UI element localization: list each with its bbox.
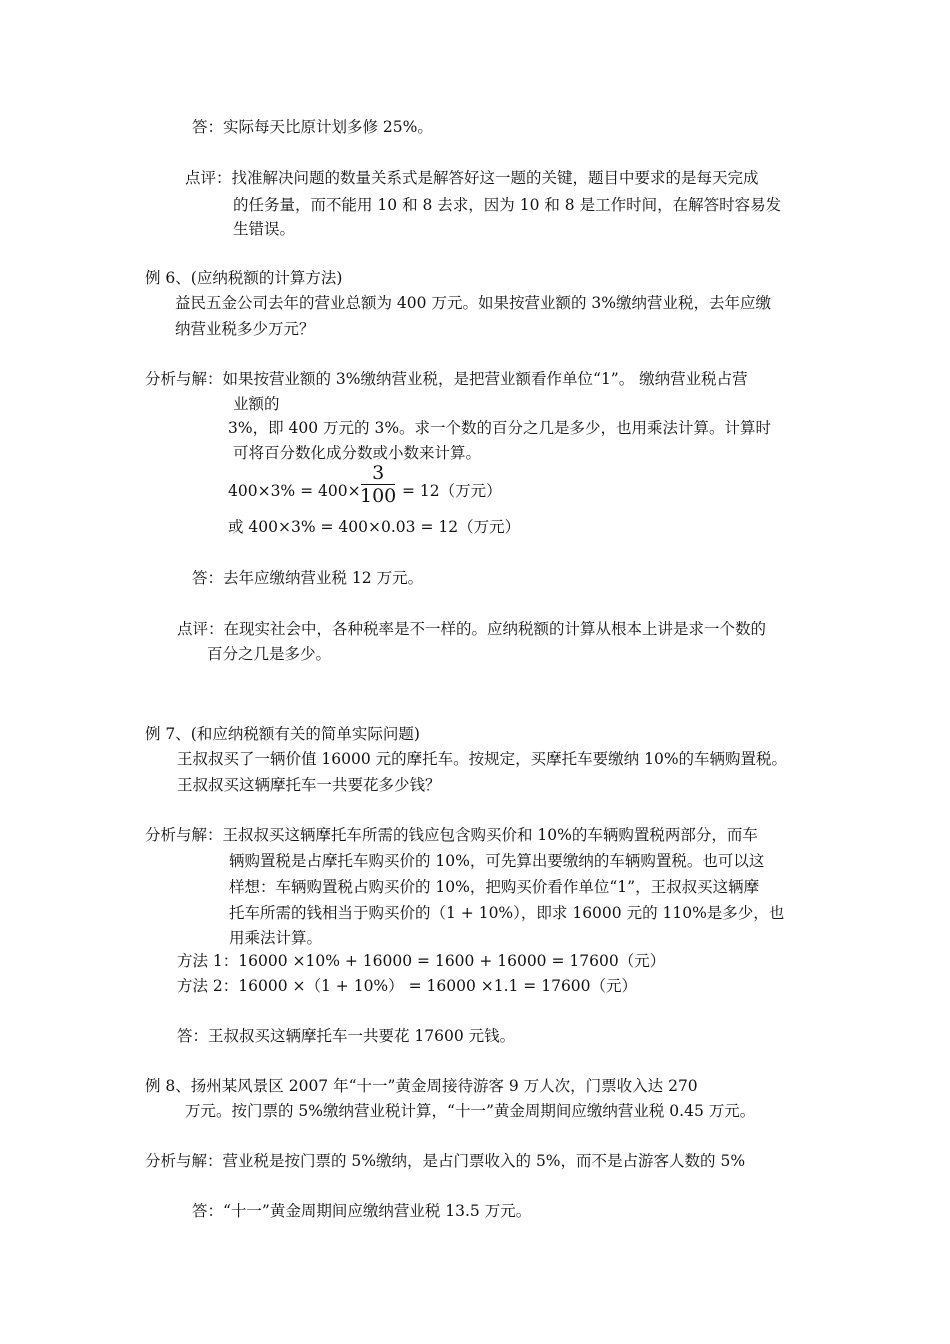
ex7-question-line-2: 王叔叔买这辆摩托车一共要花多少钱？ (177, 776, 441, 794)
ex8-title-line-1: 例 8、扬州某风景区 2007 年“十一”黄金周接待游客 9 万人次，门票收入达 270 (145, 1077, 698, 1095)
ex6-fraction-denominator: 100 (360, 485, 397, 507)
ex5-review-line-3: 生错误。 (233, 220, 296, 238)
ex7-analysis-line-1: 分析与解：王叔叔买这辆摩托车所需的钱应包含购买价和 10%的车辆购置税两部分，而车 (145, 826, 758, 844)
ex8-answer: 答：“十一”黄金周期间应缴纳营业税 13.5 万元。 (192, 1202, 532, 1220)
ex6-analysis-line-1: 分析与解：如果按营业额的 3%缴纳营业税，是把营业额看作单位“1”。 缴纳营业税占营 (145, 370, 748, 388)
ex6-analysis-line-4: 可将百分数化成分数或小数来计算。 (233, 444, 482, 462)
ex7-analysis-line-5: 用乘法计算。 (229, 929, 323, 947)
ex7-analysis-line-2: 辆购置税是占摩托车购买价的 10%，可先算出要缴纳的车辆购置税。也可以这 (229, 852, 765, 870)
ex5-review-line-1: 点评：找准解决问题的数量关系式是解答好这一题的关键，题目中要求的是每天完成 (185, 169, 759, 187)
ex6-analysis-line-2: 业额的 (233, 395, 280, 413)
ex7-method-1: 方法 1：16000 ×10% + 16000 = 1600 + 16000 = 17600（元） (177, 952, 666, 970)
ex6-analysis-line-3: 3%，即 400 万元的 3%。求一个数的百分之几是多少，也用乘法计算。计算时 (228, 419, 772, 437)
ex5-review-line-2: 的任务量，而不能用 10 和 8 去求，因为 10 和 8 是工作时间，在解答时容易发 (233, 196, 782, 214)
ex6-review-line-1: 点评：在现实社会中，各种税率是不一样的。应纳税额的计算从根本上讲是求一个数的 (177, 620, 767, 638)
ex5-answer: 答：实际每天比原计划多修 25%。 (192, 118, 433, 136)
ex6-fraction-numerator: 3 (372, 462, 385, 484)
ex7-title: 例 7、(和应纳税额有关的简单实际问题) (145, 725, 420, 743)
ex7-method-2: 方法 2：16000 ×（1 + 10%） = 16000 ×1.1 = 17600（元） (177, 977, 638, 995)
ex6-title: 例 6、(应纳税额的计算方法) (145, 269, 343, 287)
ex6-formula-2: 或 400×3% = 400×0.03 = 12（万元） (228, 518, 521, 536)
ex7-question-line-1: 王叔叔买了一辆价值 16000 元的摩托车。按规定，买摩托车要缴纳 10%的车辆购置税。 (177, 750, 788, 768)
ex7-analysis-line-3: 样想：车辆购置税占购买价的 10%，把购买价看作单位“1”，王叔叔买这辆摩 (229, 878, 760, 896)
ex7-answer: 答：王叔叔买这辆摩托车一共要花 17600 元钱。 (177, 1027, 516, 1045)
ex6-formula-1-left: 400×3% = 400× (228, 482, 361, 500)
ex6-question-line-1: 益民五金公司去年的营业总额为 400 万元。如果按营业额的 3%缴纳营业税，去年应缴 (175, 294, 771, 312)
ex6-answer: 答：去年应缴纳营业税 12 万元。 (192, 569, 424, 587)
ex7-analysis-line-4: 托车所需的钱相当于购买价的（1 + 10%），即求 16000 元的 110%是多少，也 (229, 904, 785, 922)
ex6-formula-1-right: = 12（万元） (402, 482, 502, 500)
ex8-title-line-2: 万元。按门票的 5%缴纳营业税计算，“十一”黄金周期间应缴纳营业税 0.45 万元。 (185, 1102, 756, 1120)
ex8-analysis: 分析与解：营业税是按门票的 5%缴纳，是占门票收入的 5%，而不是占游客人数的 5% (145, 1152, 746, 1170)
ex6-fraction (358, 462, 398, 507)
ex6-question-line-2: 纳营业税多少万元？ (175, 320, 315, 338)
ex6-review-line-2: 百分之几是多少。 (207, 645, 332, 663)
